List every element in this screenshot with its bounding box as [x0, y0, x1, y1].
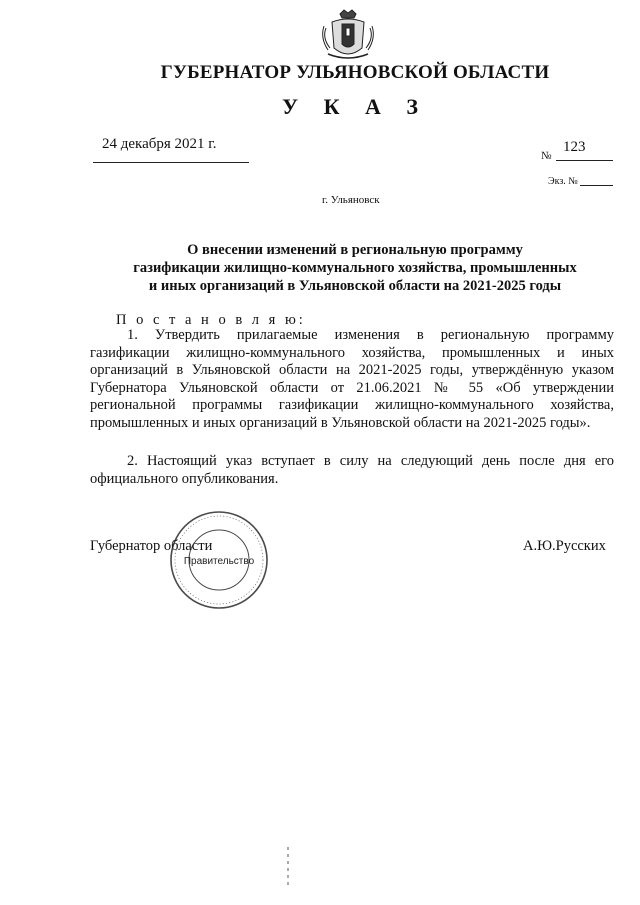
round-seal-icon	[168, 509, 270, 611]
number-sign: №	[541, 150, 552, 162]
signatory-position: Губернатор области	[90, 538, 213, 554]
doc-type: У К А З	[281, 94, 429, 119]
number-underline	[556, 160, 613, 161]
org-title: ГУБЕРНАТОР УЛЬЯНОВСКОЙ ОБЛАСТИ	[160, 62, 550, 83]
document-title	[110, 241, 600, 295]
coat-of-arms-icon	[318, 8, 378, 64]
copy-number-label: Экз. №	[548, 176, 578, 187]
decree-word: П о с т а н о в л я ю:	[116, 312, 306, 328]
seal-text: Правительство	[183, 556, 255, 567]
date-underline	[93, 162, 249, 163]
paragraph-2: 2. Настоящий указ вступает в силу на следующий день после дня его официального опубликования.	[90, 453, 614, 487]
scan-marks	[286, 847, 290, 887]
paragraph-1: 1. Утвердить прилагаемые изменения в региональную программу газификации жилищно-коммунального хозяйства, промышленных и иных организаций в Ульяновской области на 2021-2025 годы, утверждённую указом Губернатора Ульяновской области от 21.06.2021 № 55 «Об утверждении региональной программы газификации жилищно-коммунального хозяйства, промышленных и иных организаций в Ульяновской области на 2021-2025 годы».	[90, 327, 614, 431]
decree-date: 24 декабря 2021 г.	[102, 136, 217, 152]
copy-number-underline	[580, 185, 613, 186]
title-line: газификации жилищно-коммунального хозяйства, промышленных	[133, 260, 577, 276]
title-line: О внесении изменений в региональную программу	[187, 242, 523, 258]
city: г. Ульяновск	[322, 194, 380, 206]
decree-number: 123	[563, 139, 586, 155]
signatory-name: А.Ю.Русских	[523, 538, 606, 554]
title-line: и иных организаций в Ульяновской области на 2021-2025 годы	[148, 278, 562, 294]
